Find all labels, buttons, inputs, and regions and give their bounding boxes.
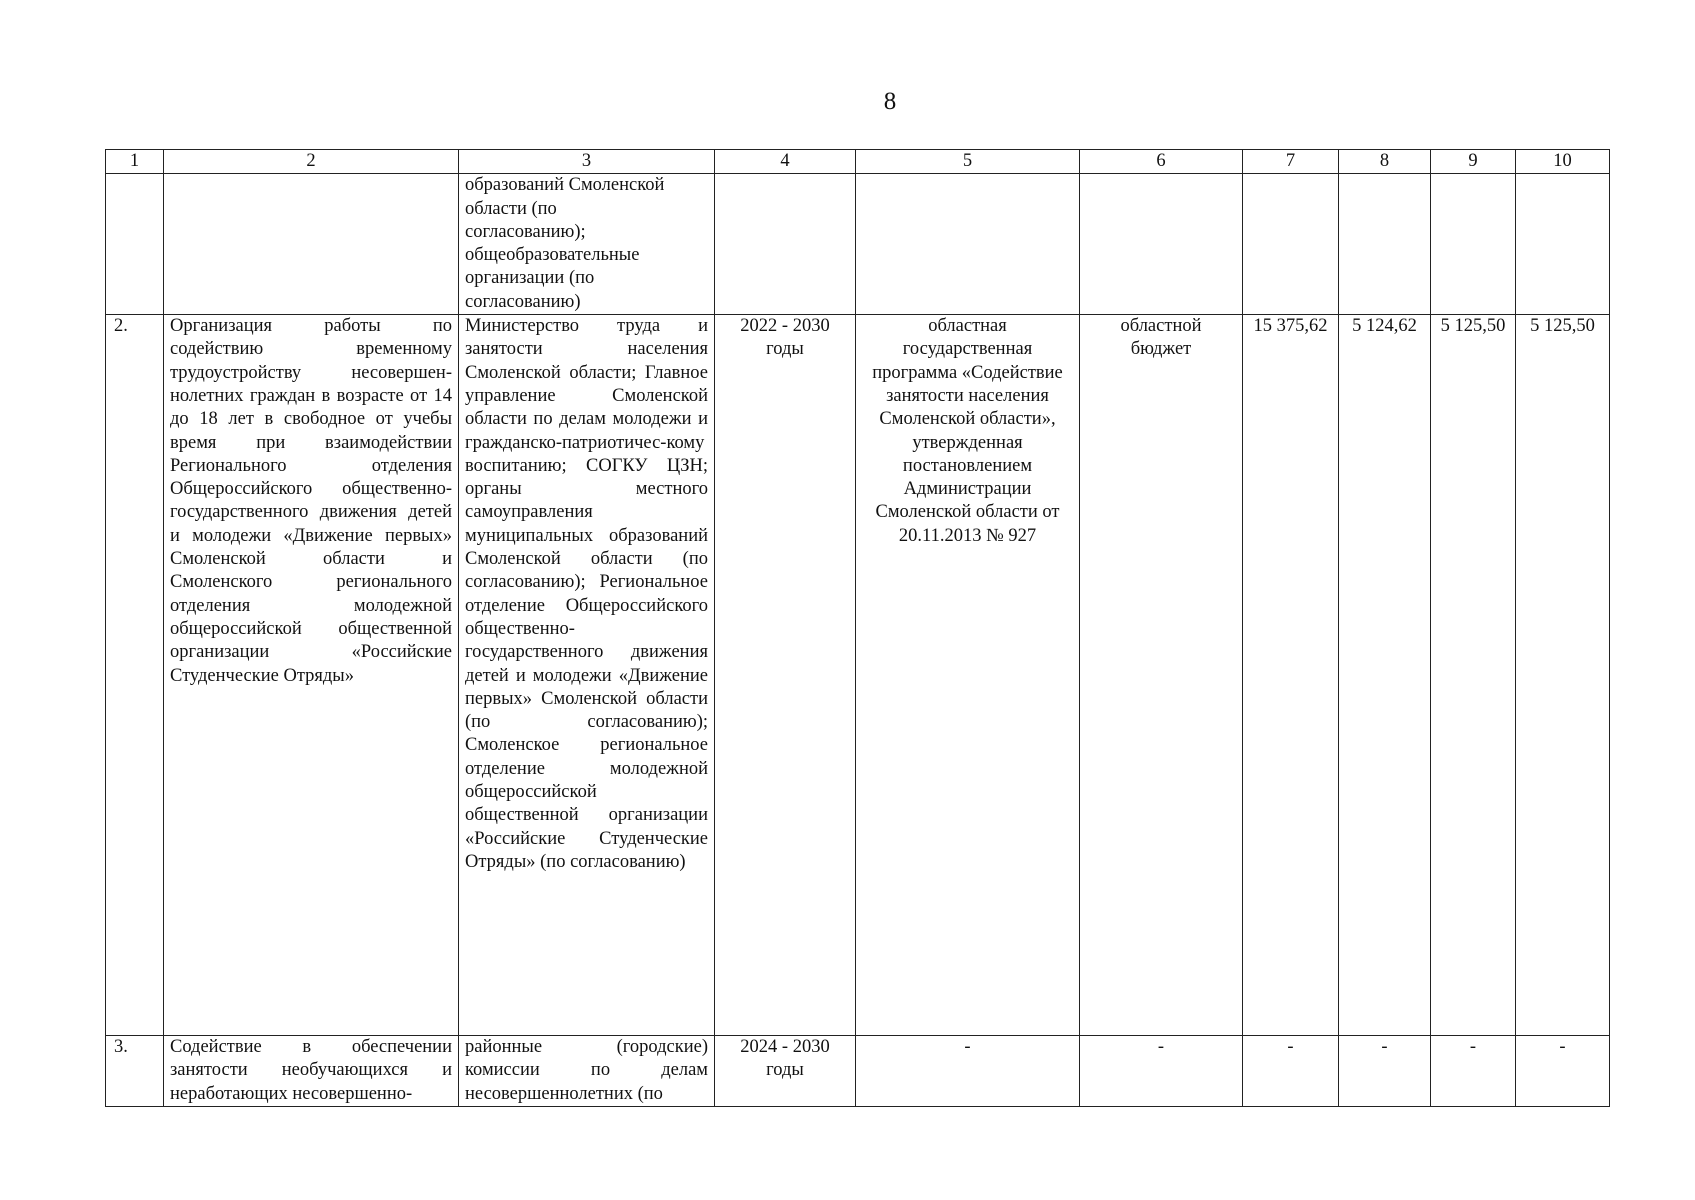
column-header: 3 <box>459 150 715 174</box>
year-2-cell: - <box>1431 1036 1516 1107</box>
year-1-cell: - <box>1339 1036 1431 1107</box>
program-line: занятости населения <box>886 385 1049 406</box>
activity-cell: Содействие в обеспечении занятости необучающихся и неработающих несовершенно- <box>164 1036 459 1107</box>
total-cell <box>1243 174 1339 315</box>
column-header: 5 <box>856 150 1080 174</box>
source-cell <box>1080 315 1243 1036</box>
executor-cell: районные (городские) комиссии по делам несовершеннолетних (по <box>459 1036 715 1107</box>
program-cell <box>856 174 1080 315</box>
activity-cell: Организация работы по содействию временному трудоустройству несовершен-нолетних граждан в возрасте от 14 до 18 лет в свободное от учебы время при взаимодействии Регионального отделения Общероссийского общественно-государственного движения детей и молодежи «Движение первых» Смоленской области и Смоленского регионального отделения молодежной общероссийской общественной организации «Российские Студенческие Отряды» <box>164 315 459 1036</box>
period-line: 2022 - 2030 <box>740 316 830 337</box>
table-row <box>106 1036 1610 1107</box>
program-line: 20.11.2013 № 927 <box>898 525 1037 546</box>
column-header: 2 <box>164 150 459 174</box>
year-3-cell <box>1516 174 1610 315</box>
program-line: программа «Содействие <box>872 362 1063 383</box>
row-number-cell: 2. <box>106 315 164 1036</box>
program-line: Администрации <box>903 479 1032 500</box>
year-3-cell: 5 125,50 <box>1516 315 1610 1036</box>
source-line: бюджет <box>1130 339 1192 360</box>
source-cell: - <box>1080 1036 1243 1107</box>
executor-line: области (по <box>465 198 557 219</box>
executor-line: организации (по <box>465 268 595 289</box>
period-line: 2024 - 2030 <box>740 1037 830 1058</box>
period-line: годы <box>766 1060 804 1081</box>
year-1-cell: 5 124,62 <box>1339 315 1431 1036</box>
period-cell <box>715 174 856 315</box>
program-line: Смоленской области», <box>879 409 1056 430</box>
executor-line: общеобразовательные <box>465 245 640 266</box>
column-header: 9 <box>1431 150 1516 174</box>
column-header-row <box>106 150 1610 174</box>
column-header: 4 <box>715 150 856 174</box>
column-header: 10 <box>1516 150 1610 174</box>
period-cell <box>715 315 856 1036</box>
executor-line: согласованию) <box>465 291 581 312</box>
executor-line: образований Смоленской <box>465 175 665 196</box>
program-line: постановлением <box>902 455 1033 476</box>
program-cell: - <box>856 1036 1080 1107</box>
program-cell <box>856 315 1080 1036</box>
executor-line: согласованию); <box>465 221 586 242</box>
activity-cell <box>164 174 459 315</box>
executor-cell: Министерство труда и занятости населения Смоленской области; Главное управление Смоленской области по делам молодежи и гражданско-патриотичес-кому воспитанию; СОГКУ ЦЗН; органы местного самоуправления муниципальных образований Смоленской области (по согласованию); Региональное отделение Общероссийского общественно-государственного движения детей и молодежи «Движение первых» Смоленской области (по согласованию); Смоленское региональное отделение молодежной общероссийской общественной организации «Российские Студенческие Отряды» (по согласованию) <box>459 315 715 1036</box>
executor-cell <box>459 174 715 315</box>
program-line: утвержденная <box>912 432 1023 453</box>
executor-line-split <box>465 198 708 221</box>
page-number: 8 <box>883 88 897 115</box>
program-line: областная <box>928 316 1007 337</box>
table-row <box>106 315 1610 1036</box>
program-line: Смоленской области от <box>875 502 1060 523</box>
column-header: 1 <box>106 150 164 174</box>
row-number-cell: 3. <box>106 1036 164 1107</box>
period-line: годы <box>766 339 804 360</box>
column-header: 6 <box>1080 150 1243 174</box>
table-row-continued <box>106 174 1610 315</box>
column-header: 8 <box>1339 150 1431 174</box>
year-3-cell: - <box>1516 1036 1610 1107</box>
source-line: областной <box>1120 316 1202 337</box>
program-line: государственная <box>902 339 1033 360</box>
year-2-cell: 5 125,50 <box>1431 315 1516 1036</box>
year-2-cell <box>1431 174 1516 315</box>
measures-table <box>105 149 1610 1107</box>
year-1-cell <box>1339 174 1431 315</box>
total-cell: 15 375,62 <box>1243 315 1339 1036</box>
period-cell <box>715 1036 856 1107</box>
total-cell: - <box>1243 1036 1339 1107</box>
source-cell <box>1080 174 1243 315</box>
column-header: 7 <box>1243 150 1339 174</box>
row-number-cell <box>106 174 164 315</box>
